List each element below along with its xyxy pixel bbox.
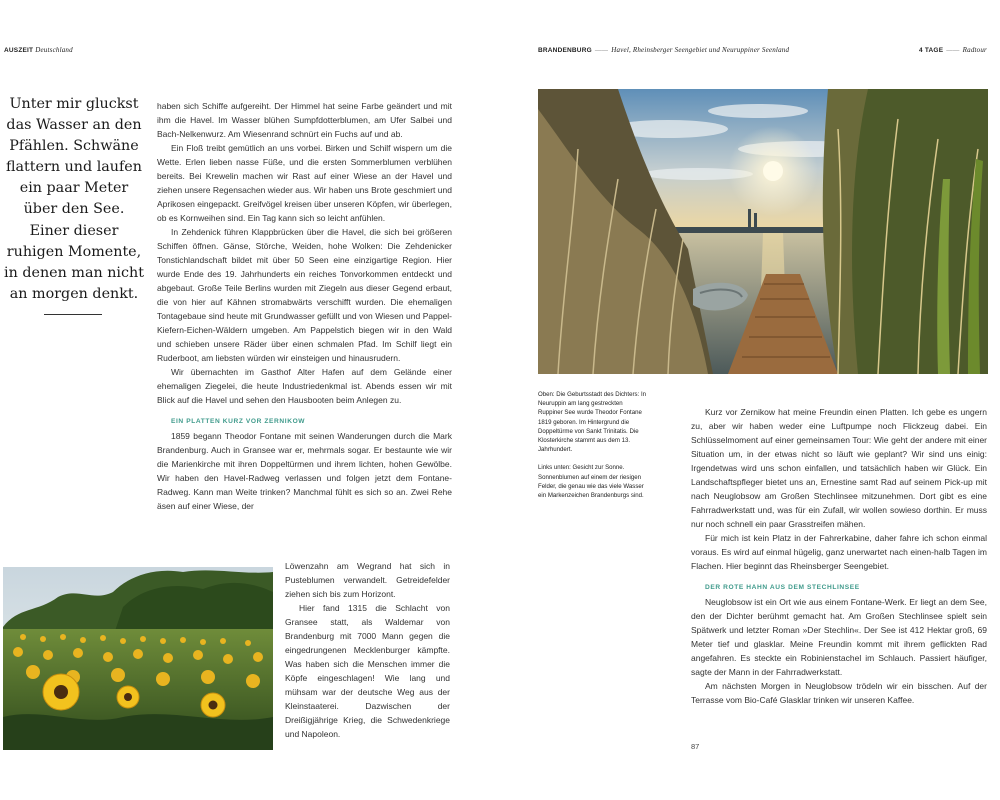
caption-top: Oben: Die Geburtsstadt des Dichters: In Neuruppin am lang gestreckten Ruppiner See wurde Theodor Fontane 1819 geboren. Im Hintergrund die Doppeltürme von Sankt Trinitatis. Die Klosterkirche stammt aus dem 13. Jahrhundert.: [538, 391, 647, 454]
pull-quote-rule: [44, 314, 102, 315]
page-number: 87: [691, 742, 700, 751]
paragraph: 1859 begann Theodor Fontane mit seinen Wanderungen durch die Mark Brandenburg. Auch in Gransee war er, mehrmals sogar. Er bestaunte wie wir die Marienkirche mit ihren Doppeltürmen und ihrem lichten, hohen Gewölbe. Wir haben den Havel-Radweg verlassen und folgen jetzt dem Fontane-Radweg. Kann man Weite trinken? Manchmal fühlt es sich so an. Zwei Rehe äsen auf einer Wiese, der: [157, 431, 452, 511]
photo-captions: [538, 390, 648, 509]
caption-bottom-left: Links unten: Gesicht zur Sonne. Sonnenblumen auf einem der riesigen Felder, die genau wie das viele Wasser ein Markenzeichen Brandenburgs sind.: [538, 464, 644, 500]
header-duration: 4 TAGE: [919, 47, 944, 54]
paragraph: Kurz vor Zernikow hat meine Freundin einen Platten. Ich gebe es ungern zu, aber wir haben weder eine Luftpumpe noch Flickzeug dabei. Ein Schlüsselmoment auf einer gemeinsamen Tour: Wie geht der andere mit einer Situation um, in der etwas nicht so läuft wie geplant? Wir sind uns einig: Irgendetwas wird uns schon einfallen, und tatsächlich haben wir Glück. Ein Landschaftspfleger bietet uns an, Ernestine samt Rad auf seinem Pick-up mit nach Neuglobsow am Großen Stechlinsee mitzunehmen. Dort gibt es eine Fahrradwerkstatt und, was für ein Zufall, wir wollen sowieso dorthin. Er muss nur noch schnell ein paar Grasstreifen mähen.: [691, 407, 987, 529]
column-right: [691, 405, 987, 707]
paragraph: In Zehdenick führen Klappbrücken über die Havel, die sich bei größeren Schiffen öffnen. Gänse, Störche, Weiden, hohe Wolken: Die Zehdenicker Tonstichlandschaft bildet mit über 50 Seen eine einzigartige Region. Hier wurde Ende des 19. Jahrhunderts ein reiches Tonvorkommen entdeckt und abgebaut. Große Teile Berlins wurden mit Ziegeln aus dieser Gegend erbaut, die von hier auf Kähnen stromabwärts verschifft wurden. Die ehemaligen Tontagebaue sind heute mit Grundwasser gefüllt und von Wiesen und Pappel-Kiefern-Eichen-Wäldern umgeben. Am Pappelstich biegen wir in den Wald und schieben unsere Räder über einen schmalen Pfad. Im Schilf liegt ein Ruderboot, am liebsten würden wir einsteigen und hinausrudern.: [157, 227, 452, 363]
paragraph: Wir übernachten im Gasthof Alter Hafen auf dem Gelände einer ehemaligen Ziegelei, die heute Industriedenkmal ist. Abends essen wir mit Blick auf die Havel und sehen den Hausbooten beim Anlegen zu.: [157, 367, 452, 405]
paragraph: haben sich Schiffe aufgereiht. Der Himmel hat seine Farbe geändert und mit ihm die Havel. Im Wasser blühen Sumpfdotterblumen, am Ufer Salbei und Bach-Nelkenwurz. Am Wiesenrand schnürt ein Fuchs auf und ab.: [157, 101, 452, 139]
pull-quote: Unter mir gluckst das Wasser an den Pfählen. Schwäne flattern und laufen ein paar Meter über den See. Einer dieser ruhigen Momente, in denen man nicht an morgen denkt.: [4, 96, 144, 302]
paragraph: Hier fand 1315 die Schlacht von Gransee statt, als Waldemar von Brandenburg mit 7000 Mann gegen die eingedrungenen Mecklenburger kämpfte. Was haben sich die Menschen immer die Köpfe eingeschlagen! Wie lang und mühsam war der deutsche Weg aus der Kleinstaaterei. Dazwischen der Dreißigjährige Krieg, die Schwedenkriege und Napoleon.: [285, 603, 450, 739]
header-label: AUSZEIT: [4, 47, 34, 54]
paragraph: Für mich ist kein Platz in der Fahrerkabine, daher fahre ich schon einmal voraus. Es wird auf einmal hügelig, ganz unerwartet nach einen-halb Tagen im Flachen. Hier beginnt das Rheinsberger Seengebiet.: [691, 533, 987, 571]
paragraph: Ein Floß treibt gemütlich an uns vorbei. Birken und Schilf wispern um die Wette. Erlen lieben nasse Füße, und die ersten Sommerblumen verblühen bereits. Bei Krewelin machen wir Rast auf einer Wiese an der Havel und ziehen unsere Regensachen wieder aus. Wir haben uns Brote geschmiert und Aprikosen eingepackt. Greifvögel kreisen über unseren Köpfen, wir überlegen, ob es Kornweihen sind. Ein Tag kann sich so leicht anfühlen.: [157, 143, 452, 223]
paragraph: Löwenzahn am Wegrand hat sich in Pusteblumen verwandelt. Getreidefelder ziehen sich bis zum Horizont.: [285, 561, 450, 599]
right-header-tag: 4 TAGE —— Radtour: [919, 46, 987, 54]
right-running-header: BRANDENBURG —— Havel, Rheinsberger Seengebiet und Neuruppiner Seenland: [538, 46, 790, 54]
header-region: BRANDENBURG: [538, 47, 592, 54]
header-subtitle: Havel, Rheinsberger Seengebiet und Neuruppiner Seenland: [611, 46, 790, 54]
column-left-top: [157, 99, 452, 513]
left-running-header: [4, 46, 73, 54]
sunflower-field-photo: [3, 567, 273, 750]
section-heading-zernikow: EIN PLATTEN KURZ VOR ZERNIKOW: [171, 418, 306, 425]
column-left-narrow: [285, 559, 450, 741]
header-section: Deutschland: [35, 46, 73, 54]
header-type: Radtour: [962, 46, 987, 54]
lake-jetty-photo: [538, 89, 988, 374]
paragraph: Am nächsten Morgen in Neuglobsow trödeln wir ein bisschen. Auf der Terrasse vom Bio-Café Glasklar trinken wir unseren Kaffee.: [691, 681, 987, 705]
section-heading-stechlinsee: DER ROTE HAHN AUS DEM STECHLINSEE: [705, 584, 860, 591]
paragraph: Neuglobsow ist ein Ort wie aus einem Fontane-Werk. Er liegt an dem See, den der Dichter berühmt gemacht hat. Am Großen Stechlinsee spielt sein Spätwerk und letzter Roman »Der Stechlin«. Der See ist 412 Hektar groß, 69 Meter tief und glasklar. Meine Freundin kommt mit ihrem geflickten Rad angefahren. Es steckte ein Robinienstachel im Schlauch. Passiert häufiger, sagte der Mann in der Fahrradwerkstatt.: [691, 597, 987, 677]
